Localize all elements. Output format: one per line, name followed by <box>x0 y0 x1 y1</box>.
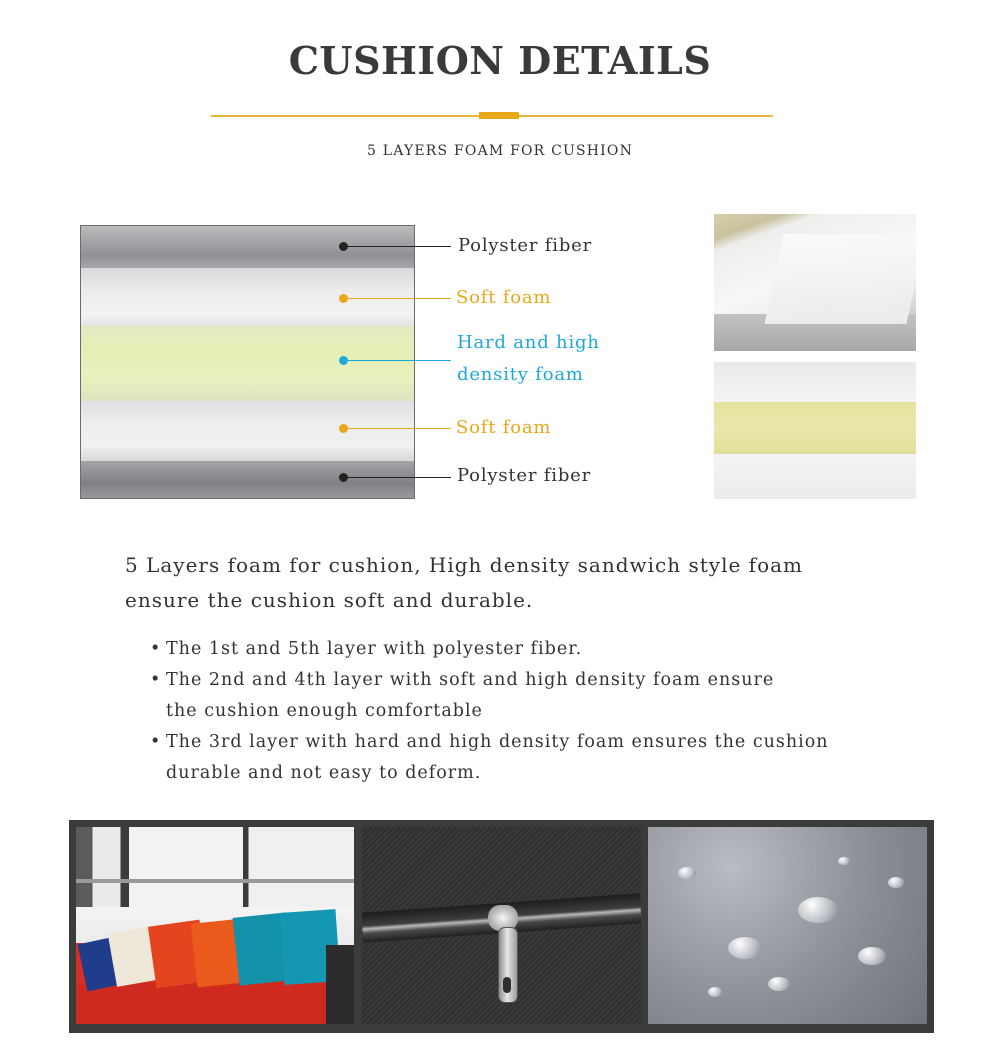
pillows-photo <box>76 827 354 1024</box>
label-hard-foam-line2: density foam <box>457 364 584 385</box>
foam-sample-photo <box>714 362 916 499</box>
bullet-text: The 3rd layer with hard and high density foam ensures the cushion durable and not easy to deform. <box>166 732 829 783</box>
marker-dot <box>339 294 348 303</box>
waterproof-fabric-photo <box>648 827 927 1024</box>
soft-foam-layer-top <box>81 268 414 326</box>
bullet-text: The 2nd and 4th layer with soft and high density foam ensure the cushion enough comfortable <box>166 670 775 721</box>
page-title: CUSHION DETAILS <box>288 38 712 83</box>
marker-dot <box>339 356 348 365</box>
description-text: 5 Layers foam for cushion, High density sandwich style foam ensure the cushion soft and durable. <box>125 553 804 612</box>
label-fiber-top: Polyster fiber <box>458 235 592 256</box>
list-item <box>150 634 870 665</box>
marker-dot <box>339 473 348 482</box>
soft-foam-layer-bottom <box>81 401 414 461</box>
leader-line <box>348 246 451 247</box>
foam-layers-image <box>80 225 415 499</box>
label-soft-foam-top: Soft foam <box>456 287 552 308</box>
fiber-layer-top <box>81 226 414 268</box>
label-hard-foam-line1: Hard and high <box>457 332 600 353</box>
list-item <box>150 727 870 789</box>
bullet-mark: • <box>150 732 162 752</box>
leader-line <box>348 428 451 429</box>
bullet-text: The 1st and 5th layer with polyester fiber. <box>166 639 583 659</box>
marker-dot <box>339 242 348 251</box>
label-fiber-bottom: Polyster fiber <box>457 465 591 486</box>
page-subtitle: 5 LAYERS FOAM FOR CUSHION <box>366 143 634 159</box>
fiber-layer-bottom <box>81 461 414 498</box>
bullet-mark: • <box>150 670 162 690</box>
list-item <box>150 665 870 727</box>
feature-list <box>150 634 870 789</box>
leader-line <box>348 477 451 478</box>
hard-foam-layer <box>81 326 414 401</box>
marker-dot <box>339 424 348 433</box>
label-soft-foam-bottom: Soft foam <box>456 417 552 438</box>
leader-line <box>348 360 451 361</box>
zipper-photo <box>362 827 641 1024</box>
bullet-mark: • <box>150 639 162 659</box>
leader-line <box>348 298 451 299</box>
fiber-sheet-photo <box>714 214 916 351</box>
title-divider-accent <box>479 112 519 119</box>
